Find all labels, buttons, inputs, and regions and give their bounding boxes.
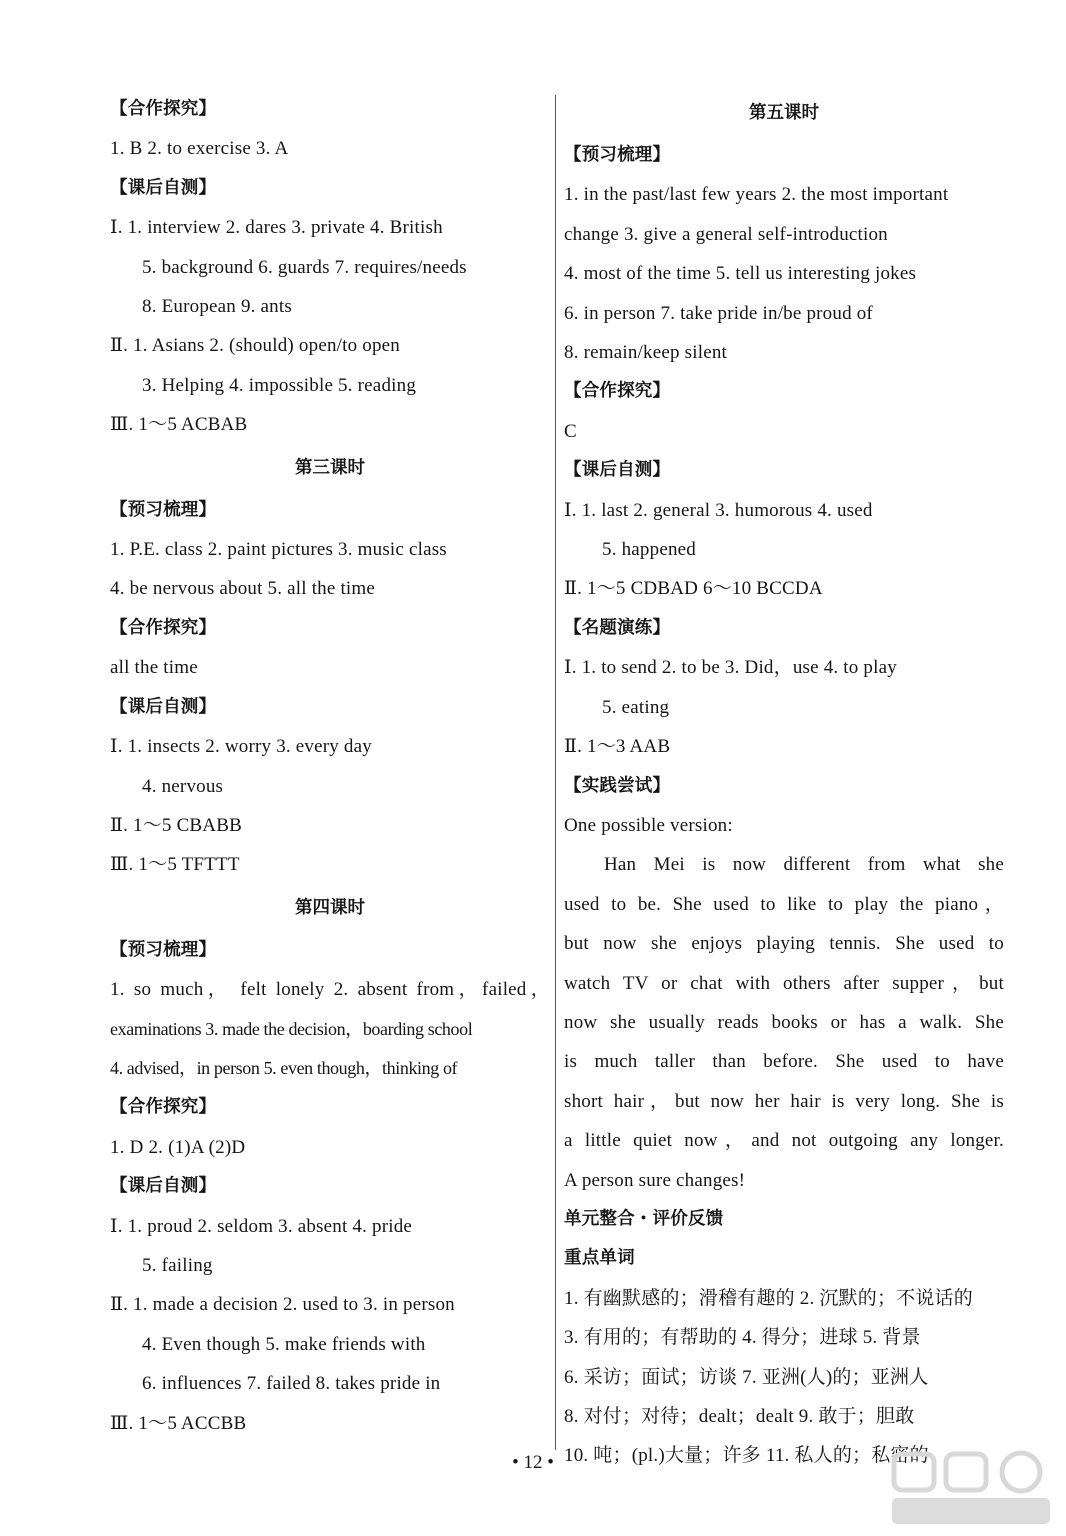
lesson-title: 第五课时: [749, 103, 819, 123]
text-line: A person sure changes!: [564, 1169, 746, 1191]
text-line: watch TV or chat with others after supper，but: [564, 972, 1004, 994]
section-heading: 【课后自测】: [110, 1176, 217, 1197]
text-line: Ⅰ. 1. insects 2. worry 3. every day: [110, 736, 372, 758]
text-line: examinations 3. made the decision，boarding school: [110, 1018, 473, 1039]
text-line: 4. most of the time 5. tell us interesting jokes: [564, 263, 917, 285]
text-line: 1. B 2. to exercise 3. A: [110, 138, 289, 160]
answer-line: 5. eating: [602, 696, 670, 718]
text-line: C: [564, 420, 577, 442]
text-line: 3. 有用的；有帮助的 4. 得分；进球 5. 背景: [564, 1327, 921, 1349]
section-heading: 【合作探究】: [110, 617, 217, 638]
text-line: 1. in the past/last few years 2. the most important: [564, 184, 949, 206]
section-heading: 【课后自测】: [564, 460, 671, 481]
text-line: a little quiet now，and not outgoing any longer.: [564, 1130, 1004, 1152]
section-heading: 【预习梳理】: [110, 499, 217, 520]
text-line: Ⅰ. 1. last 2. general 3. humorous 4. used: [564, 499, 873, 521]
text-line: Ⅱ. 1～5 CDBAD 6～10 BCCDA: [564, 578, 823, 600]
text-line: all the time: [110, 657, 198, 679]
text-line: is much taller than before. She used to have: [564, 1051, 1004, 1073]
answer-line: 6. influences 7. failed 8. takes pride in: [142, 1373, 441, 1395]
text-line: Ⅱ. 1～3 AAB: [564, 736, 671, 758]
text-line: 1. 有幽默感的；滑稽有趣的 2. 沉默的；不说话的: [564, 1287, 973, 1309]
essay-line: Han Mei is now different from what she: [604, 854, 1004, 876]
section-heading: 【名题演练】: [564, 617, 671, 638]
section-heading: 【合作探究】: [564, 381, 671, 402]
text-line: Ⅰ. 1. to send 2. to be 3. Did，use 4. to play: [564, 657, 897, 679]
text-line: Ⅱ. 1. Asians 2. (should) open/to open: [110, 335, 400, 357]
text-line: used to be. She used to like to play the piano，: [564, 893, 1004, 915]
text-line: Ⅰ. 1. proud 2. seldom 3. absent 4. pride: [110, 1215, 413, 1237]
text-line: 4. be nervous about 5. all the time: [110, 578, 376, 600]
section-heading: 【课后自测】: [110, 696, 217, 717]
text-line: short hair，but now her hair is very long. She is: [564, 1090, 1004, 1112]
lesson-title: 第三课时: [295, 457, 365, 478]
text-line: 8. remain/keep silent: [564, 342, 728, 364]
answer-line: 5. background 6. guards 7. requires/needs: [142, 256, 467, 278]
answer-line: 3. Helping 4. impossible 5. reading: [142, 374, 417, 396]
answer-line: 4. nervous: [142, 775, 224, 797]
left-column: [110, 90, 550, 1443]
section-heading: 【预习梳理】: [564, 145, 671, 165]
text-line: 1. D 2. (1)A (2)D: [110, 1136, 246, 1158]
section-heading: 【预习梳理】: [110, 939, 217, 960]
text-line: Ⅱ. 1～5 CBABB: [110, 814, 242, 836]
section-heading: 【课后自测】: [110, 177, 217, 198]
text-line: change 3. give a general self-introduction: [564, 223, 888, 245]
text-line: One possible version:: [564, 814, 733, 836]
text-line: Ⅰ. 1. interview 2. dares 3. private 4. British: [110, 217, 443, 239]
text-line: 6. 采访；面试；访谈 7. 亚洲(人)的；亚洲人: [564, 1366, 929, 1388]
text-line: Ⅲ. 1～5 TFTTT: [110, 854, 240, 876]
text-line: but now she enjoys playing tennis. She used to: [564, 933, 1004, 955]
right-column: [564, 90, 1004, 1476]
watermark-logo-icon: [886, 1448, 1056, 1528]
answer-line: 4. Even though 5. make friends with: [142, 1333, 426, 1355]
text-line: 1. P.E. class 2. paint pictures 3. music class: [110, 539, 447, 561]
text-line: 1. so much， felt lonely 2. absent from，failed，: [110, 979, 550, 1001]
text-line: Ⅲ. 1～5 ACCBB: [110, 1412, 247, 1434]
section-heading: 【合作探究】: [110, 99, 217, 119]
section-heading: 单元整合・评价反馈: [564, 1208, 724, 1229]
section-heading: 【合作探究】: [110, 1097, 217, 1118]
text-line: Ⅲ. 1～5 ACBAB: [110, 414, 248, 436]
text-line: now she usually reads books or has a walk. She: [564, 1011, 1004, 1033]
section-heading: 重点单词: [564, 1248, 635, 1269]
text-line: 10. 吨；(pl.)大量；许多 11. 私人的；私密的: [564, 1445, 929, 1467]
answer-line: 5. failing: [142, 1254, 213, 1276]
answer-line: 5. happened: [602, 539, 696, 561]
answer-line: 8. European 9. ants: [142, 296, 292, 318]
lesson-title: 第四课时: [295, 897, 365, 918]
text-line: Ⅱ. 1. made a decision 2. used to 3. in person: [110, 1294, 455, 1316]
section-heading: 【实践尝试】: [564, 775, 671, 796]
column-divider: [555, 95, 556, 1450]
text-line: 4. advised，in person 5. even though，thinking of: [110, 1057, 458, 1078]
text-line: 8. 对付；对待；dealt；dealt 9. 敢于；胆敢: [564, 1406, 915, 1427]
page-number: • 12 •: [512, 1452, 554, 1473]
text-line: 6. in person 7. take pride in/be proud of: [564, 302, 873, 324]
